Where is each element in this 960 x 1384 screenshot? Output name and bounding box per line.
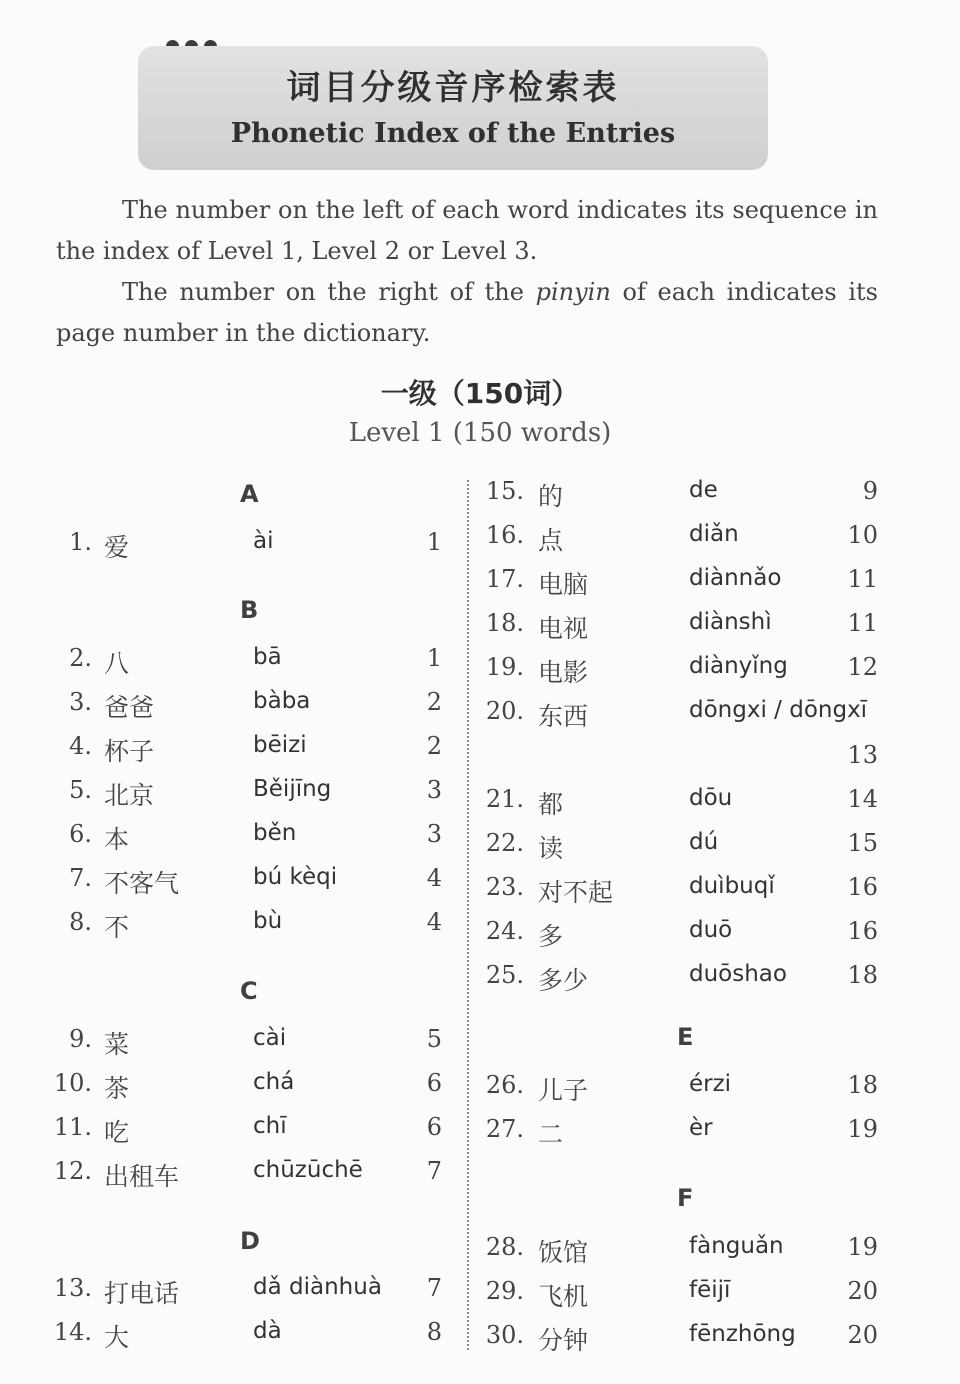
entry-page: 10 [847,521,878,549]
entry-hanzi: 打电话 [104,1279,180,1308]
section-letter-d: D [240,1227,260,1255]
entry-page: 19 [847,1115,878,1143]
entry-page: 2 [426,732,442,760]
entry-pinyin: dǎ diànhuà [253,1274,382,1300]
entry-number: 12. [53,1157,92,1185]
entry-page: 14 [847,785,878,813]
entry-hanzi: 本 [104,825,130,854]
entry-pinyin: bā [253,644,282,670]
entry-hanzi: 东西 [538,702,589,731]
section-letter-c: C [240,977,258,1005]
entry-pinyin: bú kèqi [253,864,338,890]
entry-hanzi: 不 [104,913,130,942]
entry-number: 3. [69,688,92,716]
entry-number: 26. [485,1071,524,1099]
entry-number: 27. [485,1115,524,1143]
entry-pinyin: chūzūchē [253,1157,363,1183]
entry-hanzi: 分钟 [538,1326,589,1355]
entry-pinyin: cài [253,1025,287,1051]
entry-number: 29. [485,1277,524,1305]
title-chinese: 词目分级音序检索表 [286,68,620,108]
entry-hanzi: 北京 [104,781,155,810]
entry-page: 1 [426,644,442,672]
entry-pinyin: dōngxi / dōngxī [689,697,868,723]
entry-pinyin: diǎn [689,521,739,547]
entry-pinyin: diànshì [689,609,772,635]
entry-pinyin: diànyǐng [689,653,788,679]
entry-page: 15 [847,829,878,857]
entry-page: 4 [426,864,442,892]
entry-hanzi: 二 [538,1120,564,1149]
entry-page: 9 [862,477,878,505]
entry-number: 22. [485,829,524,857]
entry-page: 6 [426,1113,442,1141]
entry-number: 7. [69,864,92,892]
entry-page: 20 [847,1321,878,1349]
entry-hanzi: 吃 [104,1118,130,1147]
entry-pinyin: duōshao [689,961,787,987]
entry-number: 30. [485,1321,524,1349]
entry-page: 12 [847,653,878,681]
entry-hanzi: 菜 [104,1030,130,1059]
entry-pinyin: fànguǎn [689,1233,784,1259]
entry-number: 25. [485,961,524,989]
entry-number: 16. [485,521,524,549]
entry-hanzi: 茶 [104,1074,130,1103]
entry-page: 16 [847,873,878,901]
entry-hanzi: 不客气 [104,869,180,898]
entry-page: 1 [426,528,442,556]
intro-paragraph-1: The number on the left of each word indicates its sequence in the index of Level 1, Level 2 or Level 3. [56,196,878,265]
entry-pinyin: diànnǎo [689,565,782,591]
entry-hanzi: 电脑 [538,570,589,599]
entry-page: 16 [847,917,878,945]
entry-pinyin: běn [253,820,297,846]
entry-page: 11 [847,565,878,593]
entry-number: 5. [69,776,92,804]
entry-hanzi: 电视 [538,614,589,643]
level-title-chinese: 一级（150词） [380,377,580,410]
entry-page: 5 [426,1025,442,1053]
entry-page: 19 [847,1233,878,1261]
entry-pinyin: Běijīng [253,776,332,802]
entry-page: 13 [847,741,878,769]
entry-hanzi: 杯子 [104,737,155,766]
entry-number: 28. [485,1233,524,1261]
section-letter-b: B [240,596,259,624]
entry-page: 7 [426,1157,442,1185]
entry-pinyin: fēnzhōng [689,1321,796,1347]
entry-pinyin: dà [253,1318,282,1344]
entry-hanzi: 都 [538,790,564,819]
entry-pinyin: fēijī [689,1277,731,1303]
entry-number: 20. [485,697,524,725]
entry-pinyin: dú [689,829,719,855]
entry-hanzi: 多少 [538,966,589,995]
entry-hanzi: 多 [538,922,564,951]
entry-number: 17. [485,565,524,593]
entry-number: 6. [69,820,92,848]
entry-page: 3 [426,776,442,804]
entry-page: 20 [847,1277,878,1305]
entry-hanzi: 飞机 [538,1282,589,1311]
entry-hanzi: 大 [104,1323,130,1352]
entry-number: 2. [69,644,92,672]
entry-pinyin: chī [253,1113,287,1139]
entry-hanzi: 饭馆 [538,1238,589,1267]
intro-p2-start: The number on the right of the [122,278,536,306]
entry-pinyin: dōu [689,785,733,811]
entry-number: 14. [53,1318,92,1346]
entry-pinyin: èr [689,1115,713,1141]
title-english: Phonetic Index of the Entries [230,118,676,149]
entry-pinyin: duō [689,917,733,943]
entry-number: 9. [69,1025,92,1053]
section-letter-e: E [677,1023,694,1051]
entry-number: 11. [53,1113,92,1141]
entry-page: 7 [426,1274,442,1302]
entry-page: 6 [426,1069,442,1097]
level-title-english: Level 1 (150 words) [348,418,612,448]
entry-hanzi: 儿子 [538,1076,589,1105]
entry-pinyin: bàba [253,688,311,714]
entry-hanzi: 电影 [538,658,589,687]
entry-hanzi: 爱 [104,533,130,562]
entry-page: 3 [426,820,442,848]
entry-number: 23. [485,873,524,901]
entry-hanzi: 点 [538,526,564,555]
entry-hanzi: 读 [538,834,564,863]
section-letter-f: F [677,1184,694,1212]
entry-number: 4. [69,732,92,760]
entry-hanzi: 爸爸 [104,693,155,722]
entry-page: 18 [847,961,878,989]
entry-number: 15. [485,477,524,505]
entry-hanzi: 的 [538,482,564,511]
entry-number: 8. [69,908,92,936]
entry-pinyin: duìbuqǐ [689,873,775,899]
entry-page: 11 [847,609,878,637]
entry-pinyin: bù [253,908,283,934]
entry-number: 13. [53,1274,92,1302]
entry-pinyin: chá [253,1069,295,1095]
entry-number: 24. [485,917,524,945]
entry-page: 2 [426,688,442,716]
section-letter-a: A [240,480,259,508]
entry-number: 21. [485,785,524,813]
entry-pinyin: de [689,477,718,503]
entry-number: 1. [69,528,92,556]
entry-pinyin: érzi [689,1071,732,1097]
entry-number: 19. [485,653,524,681]
entry-page: 4 [426,908,442,936]
entry-hanzi: 八 [104,649,130,678]
entry-number: 18. [485,609,524,637]
entry-hanzi: 对不起 [538,878,614,907]
entry-number: 10. [53,1069,92,1097]
entry-pinyin: ài [253,528,274,554]
intro-p2-emphasis: pinyin [535,278,611,306]
entry-page: 8 [426,1318,442,1346]
entry-hanzi: 出租车 [104,1162,180,1191]
entry-page: 18 [847,1071,878,1099]
entry-pinyin: bēizi [253,732,307,758]
intro-p2-end: of each indicates its page number in the dictionary. [56,278,879,347]
